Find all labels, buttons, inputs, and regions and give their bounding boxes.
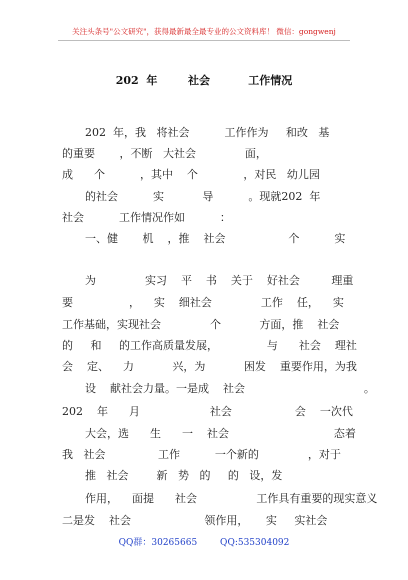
paragraph-line: 要 ， 实 细社会 工作 任， 实	[62, 296, 344, 309]
paragraph-line: 大会，选 生 一 社会 态着	[85, 427, 356, 440]
paragraph-line: 我 社会 工作 一个新的 ，对于	[62, 448, 341, 461]
document-title: 202 年 社会 工作情况	[115, 74, 293, 87]
paragraph-line: 成 个 ，其中 个 ，对民 幼儿园	[62, 168, 320, 181]
paragraph-line: 的社会 实 导 。现就202 年	[85, 190, 321, 203]
paragraph-line: 社会 工作情况作如 ：	[62, 211, 231, 224]
paragraph-line: 设 献社会力量。一是成 社会 。	[85, 382, 375, 395]
paragraph-line: 的重要 ，不断 大社会 面，	[62, 147, 267, 160]
paragraph-line: 为 实习 平 书 关于 好社会 理重	[85, 274, 354, 287]
footer-contact: QQ群：30265665 QQ:535304092	[118, 538, 290, 548]
paragraph-line: 会 定、 力 兴，为 困发 重要作用，为我	[62, 360, 357, 373]
paragraph-line: 的 和 的工作高质量发展， 与 社会 理社	[62, 339, 357, 352]
header-banner: 关注头条号"公文研究"，获得最新最全最专业的公文资料库！ 微信：gongwenj	[72, 27, 336, 36]
paragraph-line: 作用， 面提 社会 工作具有重要的现实意义	[85, 492, 378, 505]
paragraph-line: 202 年，我 将社会 工作作为 和改 基	[85, 126, 330, 139]
paragraph-line: 一、健 机 ，推 社会 个 实	[85, 232, 346, 245]
paragraph-line: 推 社会 新 势 的 的 设，发	[85, 469, 283, 482]
header-divider	[58, 40, 350, 41]
paragraph-line: 202 年 月 社会 会 一次代	[62, 405, 353, 418]
paragraph-line: 二是发 社会 领作用， 实 实社会	[62, 514, 328, 527]
paragraph-line: 工作基础，实现社会 个 方面，推 社会	[62, 318, 340, 331]
